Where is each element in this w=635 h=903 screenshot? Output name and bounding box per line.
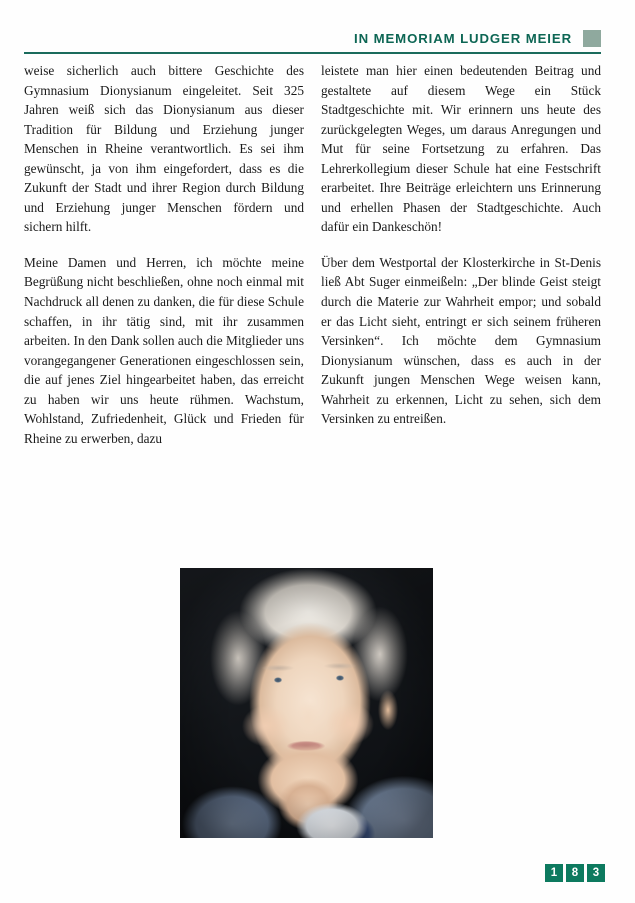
running-head	[24, 24, 601, 52]
running-head-title: IN MEMORIAM LUDGER MEIER	[354, 30, 572, 46]
header-divider-rule	[24, 52, 601, 54]
right-column	[321, 61, 601, 448]
running-head-square-marker	[583, 30, 601, 47]
paragraph: Meine Damen und Herren, ich möchte meine Begrüßung nicht beschließen, ohne noch einmal mit Nachdruck all denen zu danken, die für diese Schule schaffen, in ihr tätig sind, mit ihr zusammen arbeiten. In den Dank sollen auch die Mitglieder uns vorangegangener Generationen eingeschlossen sein, die auf jenes Ziel hingearbeitet haben, das erreicht zu haben wir uns heute rühmen. Wachstum, Wohlstand, Zufriedenheit, Glück und Frieden für Rheine zu erwerben, dazu	[24, 254, 304, 446]
paragraph: leistete man hier einen bedeutenden Beitrag und gestaltete auf diesem Wege ein Stück Stadtgeschichte mit. Wir erinnern uns heute des zurückgelegten Weges, um daraus Anregungen und Mut für seine Fortsetzung zu erfahren. Das Lehrerkollegium dieser Schule hat eine Festschrift erarbeitet. Ihre Beiträge erleichtern uns Erinnerung und erhellen Phasen der Stadtgeschichte. Auch dafür ein Dankeschön!	[321, 63, 601, 235]
left-column	[24, 61, 304, 448]
folio-digit: 8	[566, 864, 584, 882]
paragraph: Über dem Westportal der Klosterkirche in St-Denis ließ Abt Suger einmeißeln: „Der blinde Geist steigt durch die Materie zur Wahrheit empor; und sobald er das Licht sieht, entringt er sich seinem früheren Versinken“. Ich möchte dem Gymnasium Dionysianum wünschen, dass es auch in der Zukunft jungen Menschen Wege weisen kann, Wahrheit zu erkennen, Licht zu sehen, sich dem Versinken zu entreißen.	[321, 254, 601, 427]
portrait-photograph	[180, 568, 433, 838]
body-columns	[24, 61, 601, 448]
page-number-folio	[545, 864, 605, 882]
folio-digit: 3	[587, 864, 605, 882]
folio-digit: 1	[545, 864, 563, 882]
paragraph: weise sicherlich auch bittere Geschichte des Gymnasium Dionysianum eingeleitet. Seit 325 Jahren weiß sich das Dionysianum aus dieser Tradition für Bildung und Erziehung junger Menschen in Rheine verantwortlich. Es sei ihm gewünscht, ja von ihm eingefordert, dass es die Zukunft der Stadt und ihrer Region durch Bildung und Erziehung junger Menschen fördern und sichern hilft.	[24, 63, 304, 235]
portrait-photograph-vignette	[180, 568, 433, 838]
